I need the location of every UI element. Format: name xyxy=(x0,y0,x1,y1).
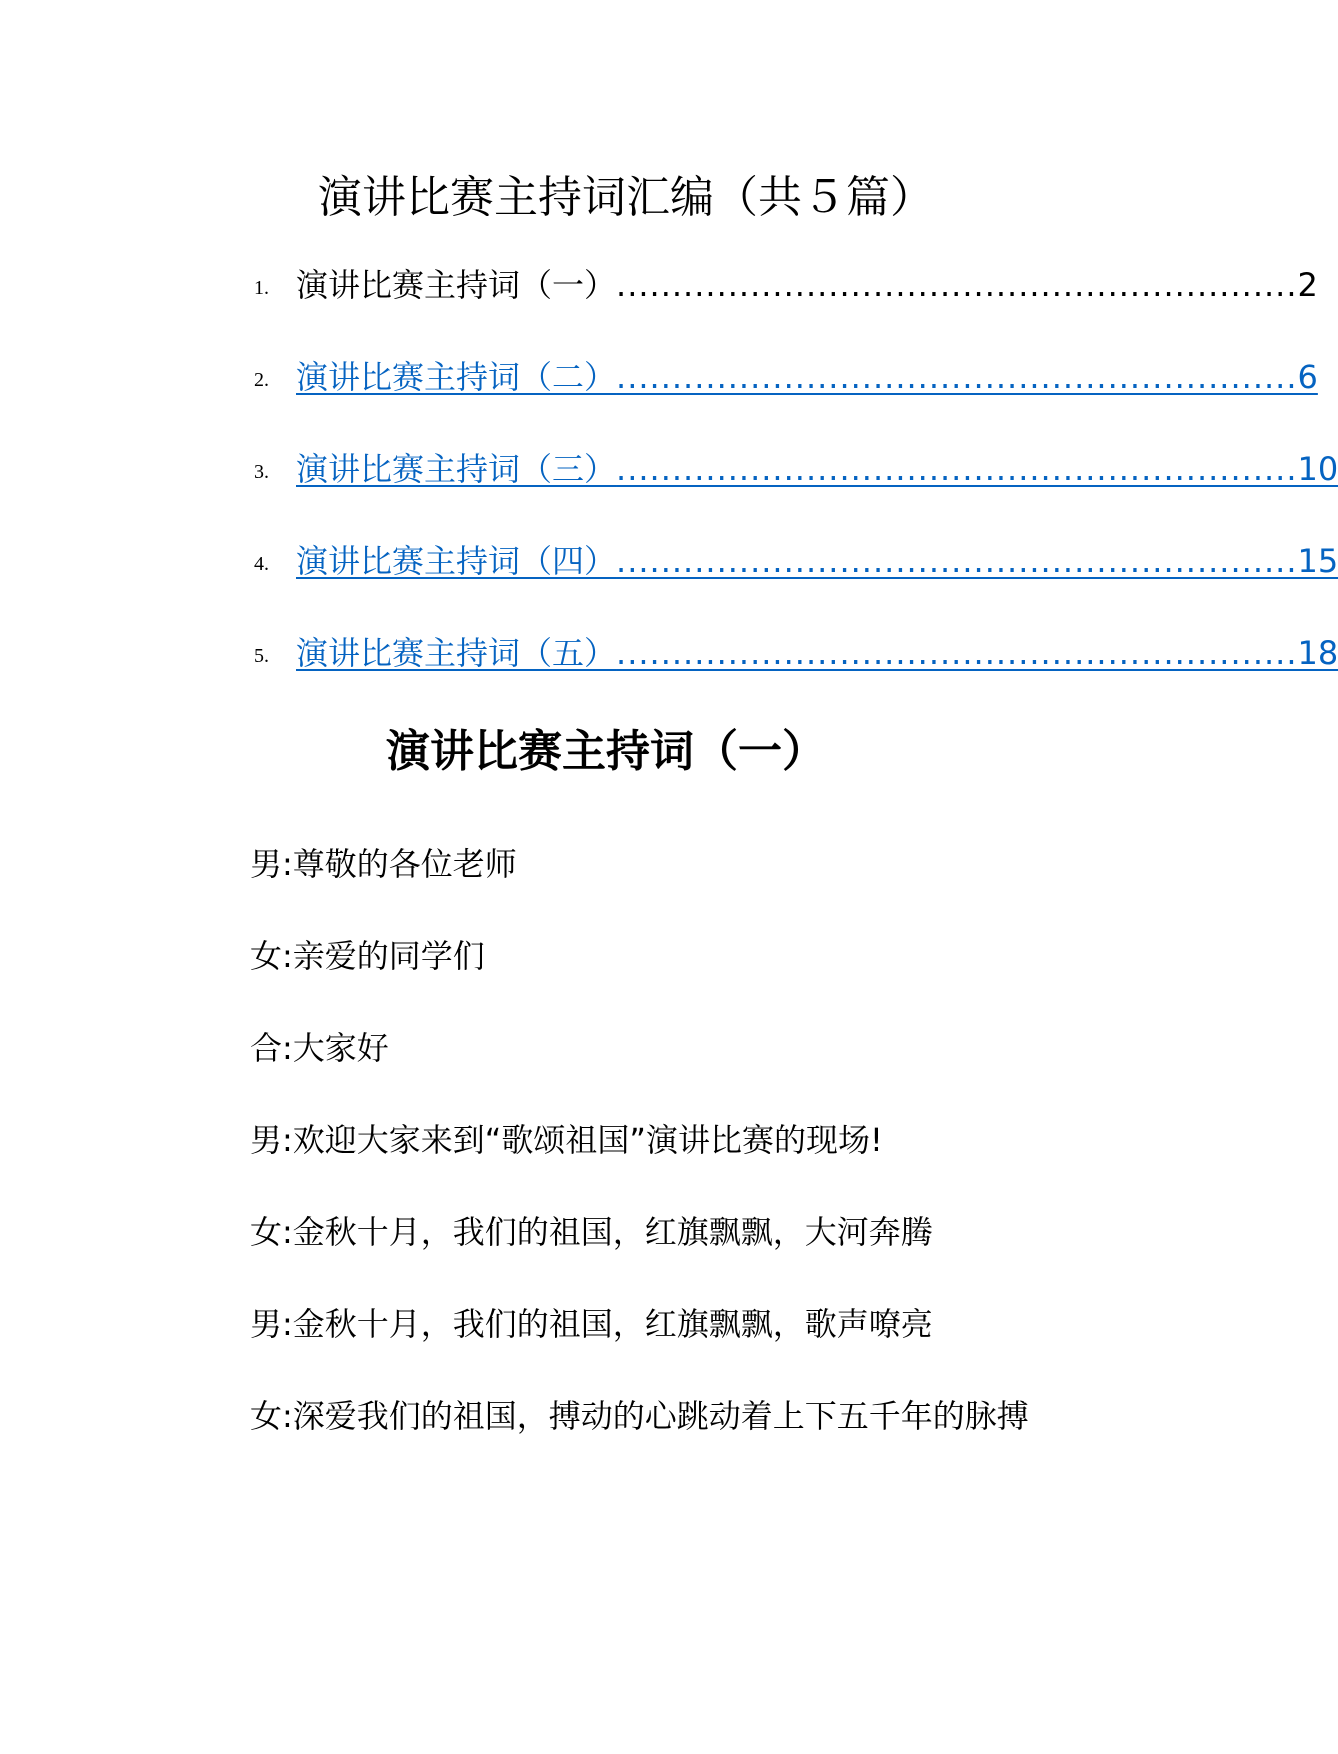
dialogue-line: 女:深爱我们的祖国，搏动的心跳动着上下五千年的脉搏 xyxy=(250,1397,1029,1435)
toc-item-number: 4. xyxy=(254,553,269,575)
toc-item-1 xyxy=(254,262,1318,354)
toc-entry-label: 演讲比赛主持词（五） xyxy=(296,634,617,672)
toc-entry-label: 演讲比赛主持词（四） xyxy=(296,542,617,580)
toc-page-number: 10 xyxy=(1297,450,1338,488)
toc-leader-dots: ............................................................. xyxy=(616,450,1298,488)
dialogue-line: 男:金秋十月，我们的祖国，红旗飘飘，歌声嘹亮 xyxy=(250,1305,933,1343)
toc-leader-dots: ............................................................. xyxy=(616,266,1298,304)
dialogue-line: 女:亲爱的同学们 xyxy=(250,937,485,975)
toc-item-3 xyxy=(254,446,1338,538)
toc-link-3[interactable] xyxy=(296,446,1338,492)
toc-page-number: 18 xyxy=(1297,634,1338,672)
toc-link-4[interactable] xyxy=(296,538,1338,584)
toc-entry-label: 演讲比赛主持词（二） xyxy=(296,358,617,396)
section-body xyxy=(186,818,1032,1454)
toc-leader-dots: ............................................................. xyxy=(616,634,1298,672)
toc-item-2 xyxy=(254,354,1318,446)
section-heading: 演讲比赛主持词（一） xyxy=(386,726,826,777)
toc-link-2[interactable] xyxy=(296,354,1318,400)
toc-item-number: 3. xyxy=(254,461,269,483)
toc-item-number: 1. xyxy=(254,277,269,299)
dialogue-line: 男:尊敬的各位老师 xyxy=(250,845,517,883)
toc-leader-dots: ............................................................. xyxy=(616,542,1298,580)
dialogue-line: 合:大家好 xyxy=(250,1029,389,1067)
toc-leader-dots: ............................................................. xyxy=(616,358,1298,396)
toc-page-number: 15 xyxy=(1297,542,1338,580)
toc-entry-label: 演讲比赛主持词（三） xyxy=(296,450,617,488)
toc-entry-1[interactable] xyxy=(296,262,1318,308)
toc-entry-label: 演讲比赛主持词（一） xyxy=(296,266,617,304)
table-of-contents xyxy=(254,262,1338,722)
toc-item-number: 2. xyxy=(254,369,269,391)
toc-page-number: 2 xyxy=(1297,266,1318,304)
toc-item-5 xyxy=(254,630,1338,722)
dialogue-line: 男:欢迎大家来到“歌颂祖国”演讲比赛的现场! xyxy=(250,1121,883,1159)
toc-link-5[interactable] xyxy=(296,630,1338,676)
toc-page-number: 6 xyxy=(1297,358,1318,396)
toc-item-4 xyxy=(254,538,1338,630)
toc-item-number: 5. xyxy=(254,645,269,667)
document-title: 演讲比赛主持词汇编（共５篇） xyxy=(318,172,934,223)
dialogue-line: 女:金秋十月，我们的祖国，红旗飘飘，大河奔腾 xyxy=(250,1213,933,1251)
